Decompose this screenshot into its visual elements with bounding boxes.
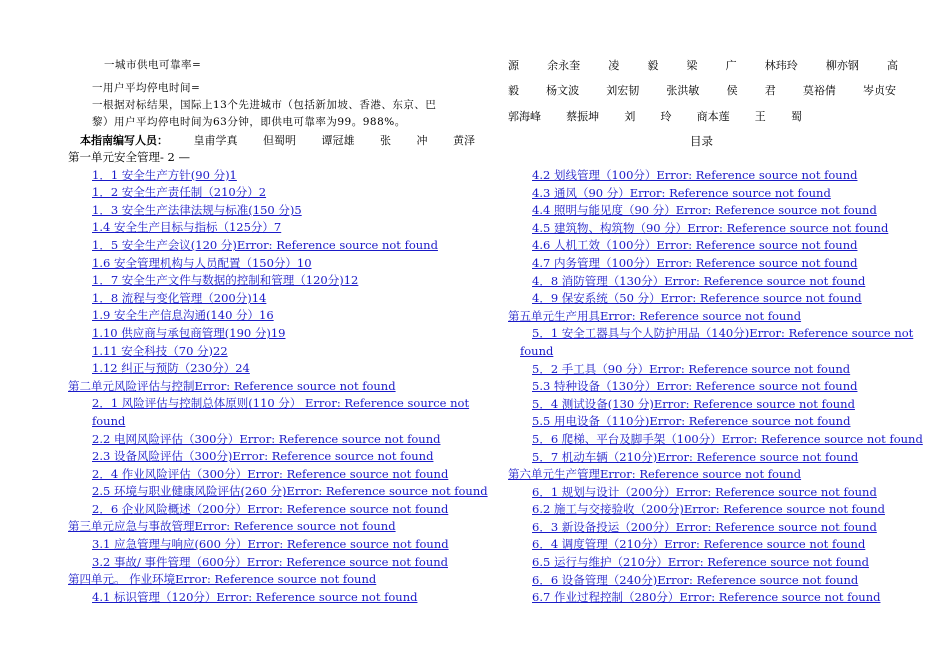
- toc-entry-link[interactable]: 2.2 电网风险评估（300分）Error: Reference source not found: [92, 431, 441, 446]
- toc-entry-link[interactable]: 6．3 新设备投运（200分）Error: Reference source not found: [532, 519, 877, 534]
- toc-entry-link[interactable]: 4.2 划线管理（100分）Error: Reference source not found: [532, 168, 858, 182]
- author-name: 源: [508, 59, 519, 72]
- author-name: 君: [764, 84, 776, 97]
- author-name: 黄泽: [453, 134, 475, 147]
- toc-entry-link[interactable]: 6.2 施工与交接验收（200分)Error: Reference source not found: [532, 502, 885, 517]
- toc-entry-link[interactable]: 5．7 机动车辆（210分)Error: Reference source not found: [532, 449, 859, 464]
- toc-entry-link[interactable]: 5．2 手工具（90 分）Error: Reference source not found: [532, 361, 851, 376]
- toc-entry-link[interactable]: 2．6 企业风险概述（200分）Error: Reference source not found: [92, 501, 449, 516]
- toc-entry-link[interactable]: 2.3 设备风险评估（300分)Error: Reference source not found: [92, 449, 434, 464]
- author-name: 张: [380, 134, 391, 147]
- toc-entry-link[interactable]: 4.4 照明与能见度（90 分）Error: Reference source not found: [532, 203, 877, 218]
- text-line-outage-time: 一用户平均停电时间=: [92, 82, 201, 94]
- author-name: 莫裕倩: [802, 84, 836, 97]
- toc-entry-link[interactable]: 3.1 应急管理与响应(600 分）Error: Reference source not found: [92, 537, 449, 552]
- author-name: 凌: [608, 59, 620, 72]
- text-line-benchmark-cont: 黎）用户平均停电时间为63分钟，即供电可靠率为99。988%。: [92, 116, 406, 128]
- toc-entry-link[interactable]: 1.10 供应商与承包商管理(190 分)19: [92, 325, 286, 340]
- author-name: 杨文波: [546, 84, 580, 97]
- toc-entry-link[interactable]: 6．4 调度管理（210分）Error: Reference source not found: [532, 537, 866, 552]
- toc-entry-link[interactable]: 4．9 保安系统（50 分）Error: Reference source not found: [532, 291, 862, 306]
- toc-unit-heading: 第一单元安全管理- 2 —: [68, 150, 191, 164]
- toc-entry-link[interactable]: 1．5 安全生产会议(120 分)Error: Reference source not found: [92, 237, 438, 252]
- author-name: 刘: [624, 110, 636, 123]
- authors-label: 本指南编写人员：: [80, 134, 168, 147]
- author-name: 蜀: [790, 110, 802, 123]
- author-name: 王: [754, 110, 766, 123]
- toc-entry-link[interactable]: 3.2 事故/ 事件管理（600分）Error: Reference source not found: [92, 554, 448, 569]
- author-name: 毅: [508, 84, 519, 97]
- toc-entry-link[interactable]: found: [92, 413, 126, 428]
- author-name: 林玮玲: [764, 59, 798, 72]
- author-name: 谭冠雄: [321, 134, 355, 147]
- toc-entry-link[interactable]: 1．2 安全生产责任制（210分）2: [92, 185, 267, 200]
- toc-entry-link[interactable]: 4.7 内务管理（100分）Error: Reference source not found: [532, 255, 858, 270]
- author-name: 张洪敏: [666, 84, 700, 97]
- toc-entry-link[interactable]: 6.7 作业过程控制（280分）Error: Reference source not found: [532, 590, 881, 605]
- toc-unit-heading[interactable]: 第三单元应急与事故管理Error: Reference source not found: [68, 519, 396, 534]
- toc-unit-heading[interactable]: 第五单元生产用具Error: Reference source not found: [508, 308, 802, 323]
- author-name: 皇甫学真: [193, 134, 238, 147]
- toc-entry-link[interactable]: 6.5 运行与维护（210分）Error: Reference source not found: [532, 555, 869, 570]
- author-name: 刘宏韧: [606, 84, 640, 97]
- text-line-benchmark: 一根据对标结果，国际上13个先进城市（包括新加坡、香港、东京、巴: [92, 99, 437, 111]
- toc-entry-link[interactable]: 2.5 环境与职业健康风险评估(260 分)Error: Reference source not found: [92, 484, 488, 499]
- author-name: 柳亦钢: [825, 59, 859, 72]
- toc-entry-link[interactable]: 4.1 标识管理（120分）Error: Reference source not found: [92, 589, 418, 604]
- author-name: 商本莲: [696, 110, 730, 123]
- toc-unit-heading[interactable]: 第二单元风险评估与控制Error: Reference source not found: [68, 378, 396, 393]
- toc-entry-link[interactable]: 6．6 设备管理（240分)Error: Reference source not found: [532, 572, 859, 587]
- toc-title: 目录: [690, 134, 713, 148]
- toc-entry-link[interactable]: 1．8 流程与变化管理（200分)14: [92, 290, 267, 305]
- author-name: 侯: [726, 84, 738, 97]
- toc-entry-link[interactable]: 4.3 通风（90 分）Error: Reference source not found: [532, 185, 831, 200]
- toc-entry-link[interactable]: 1.12 纠正与预防（230分）24: [92, 361, 250, 376]
- author-name: 郭海峰: [508, 110, 541, 123]
- authors-line: [80, 132, 475, 148]
- author-name: 毅: [647, 59, 659, 72]
- toc-entry-link[interactable]: 5．4 测试设备(130 分)Error: Reference source not found: [532, 396, 855, 411]
- toc-entry-link[interactable]: 1．1 安全生产方针(90 分)1: [92, 167, 237, 182]
- toc-entry-link[interactable]: 5．1 安全工器具与个人防护用品（140分)Error: Reference source not: [532, 326, 914, 341]
- toc-entry-link[interactable]: 5．6 爬梯、平台及脚手架（100分）Error: Reference source not found: [532, 431, 923, 446]
- authors-row: [508, 108, 802, 124]
- toc-entry-link[interactable]: 1.9 安全生产信息沟通(140 分）16: [92, 308, 274, 323]
- toc-entry-link[interactable]: 1.11 安全科技（70 分)22: [92, 343, 228, 358]
- toc-entry-link[interactable]: 6．1 规划与设计（200分）Error: Reference source not found: [532, 484, 877, 499]
- toc-entry-link[interactable]: 1.4 安全生产目标与指标（125分）7: [92, 220, 282, 235]
- toc-entry-link[interactable]: 5.3 特种设备（130分）Error: Reference source not found: [532, 379, 858, 394]
- author-name: 玲: [660, 110, 672, 123]
- toc-entry-link[interactable]: 4．8 消防管理（130分）Error: Reference source not found: [532, 273, 866, 288]
- toc-entry-link[interactable]: 1．7 安全生产文件与数据的控制和管理（120分)12: [92, 273, 359, 288]
- author-name: 广: [725, 59, 737, 72]
- author-name: 梁: [686, 59, 698, 72]
- toc-unit-heading[interactable]: 第六单元生产管理Error: Reference source not found: [508, 467, 802, 482]
- author-name: 冲: [416, 134, 428, 147]
- authors-row: [508, 57, 898, 73]
- author-name: 余永奎: [547, 59, 581, 72]
- toc-entry-link[interactable]: 2．1 风险评估与控制总体原则(110 分） Error: Reference source not: [92, 396, 470, 411]
- toc-entry-link[interactable]: 5.5 用电设备（110分)Error: Reference source not found: [532, 414, 851, 429]
- toc-entry-link[interactable]: found: [520, 343, 554, 358]
- text-line-reliability: 一城市供电可靠率=: [104, 59, 202, 71]
- author-name: 但蜀明: [263, 134, 296, 147]
- author-name: 蔡振坤: [566, 110, 600, 123]
- toc-entry-link[interactable]: 1.6 安全管理机构与人员配置（150分）10: [92, 255, 312, 270]
- author-name: 岑贞安: [862, 84, 896, 97]
- toc-entry-link[interactable]: 1．3 安全生产法律法规与标准(150 分)5: [92, 202, 302, 217]
- toc-right-column: [508, 167, 923, 607]
- toc-unit-heading[interactable]: 第四单元。 作业环境Error: Reference source not found: [68, 572, 377, 587]
- toc-entry-link[interactable]: 4.5 建筑物、构筑物（90 分）Error: Reference source not found: [532, 220, 889, 235]
- toc-left-column: [68, 149, 488, 606]
- toc-entry-link[interactable]: 2．4 作业风险评估（300分）Error: Reference source not found: [92, 466, 449, 481]
- author-name: 高: [887, 59, 898, 72]
- authors-row: [508, 82, 896, 98]
- toc-entry-link[interactable]: 4.6 人机工效（100分）Error: Reference source not found: [532, 238, 858, 253]
